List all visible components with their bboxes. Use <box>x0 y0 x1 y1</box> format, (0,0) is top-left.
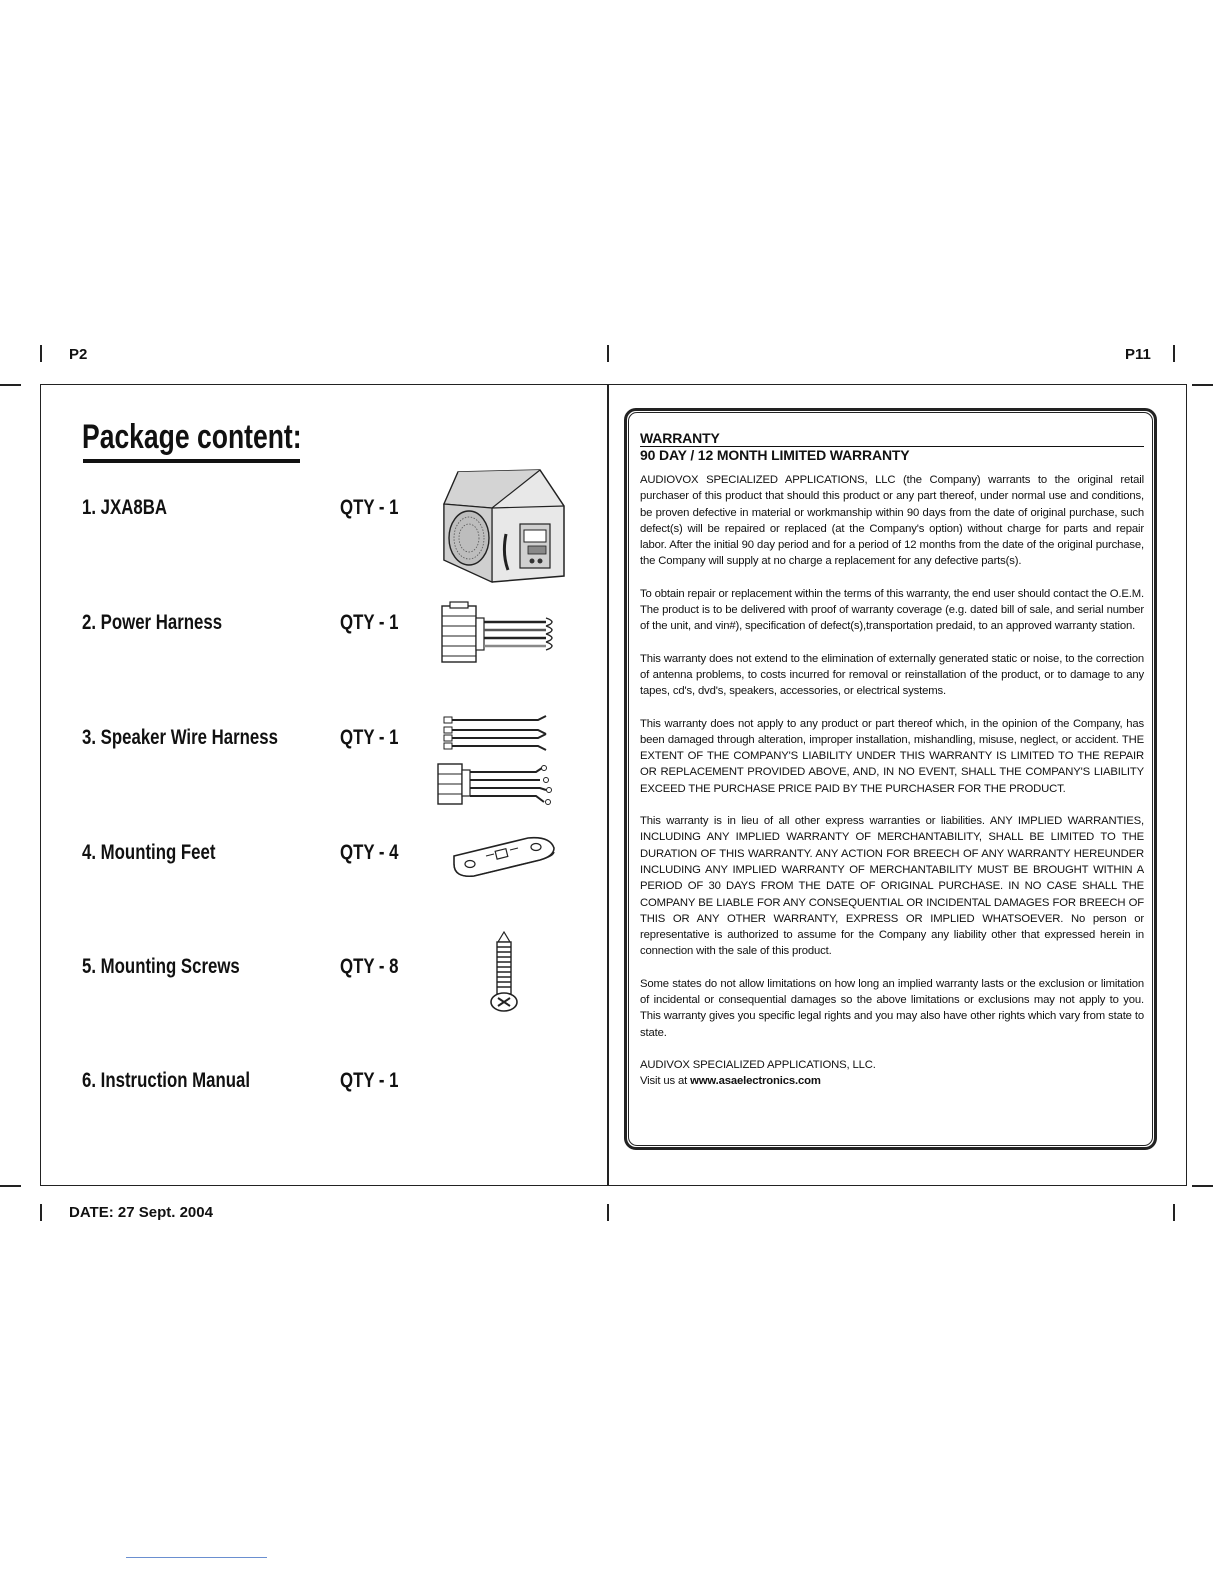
item-qty: QTY - 8 <box>340 955 399 978</box>
mounting-foot-icon <box>450 834 558 880</box>
warranty-paragraph: Some states do not allow limitations on how long an implied warranty lasts or the exclusion or limitation of incidental or consequential damages so the above limitations or exclusions may not apply to you. This warranty gives you specific legal rights and you may also have other rights which vary from state to state. <box>640 977 1144 1039</box>
warranty-paragraph: This warranty is in lieu of all other express warranties or liabilities. ANY IMPLIED WARRANTIES, INCLUDING ANY IMPLIED WARRANTY OF MERCHANTABILITY, SHALL BE LIMITED TO THE DURATION OF THIS WARRANTY. ANY ACTION FOR BREECH OF ANY WARRANTY HEREUNDER INCLUDING ANY IMPLIED WARRANTY OF MERCHANTABILITY MUST BE BROUGHT WITHIN A PERIOD OF 30 DAYS FROM THE DATE OF ORIGINAL PURCHASE. IN NO CASE SHALL THE COMPANY BE LIABLE FOR ANY CONSEQUENTIAL OR INCIDENTAL DAMAGES FOR BREECH OF THIS OR ANY OTHER WARRANTY, EXPRESS OR IMPLIED WHATSOEVER. No person or representative is authorized to assume for the Company any liability other that expressed herein in connection with the sale of this product. <box>640 815 1144 958</box>
item-label: 1. JXA8BA <box>82 496 167 519</box>
warranty-company: AUDIVOX SPECIALIZED APPLICATIONS, LLC. <box>640 1058 876 1071</box>
page-divider <box>607 384 609 1186</box>
trim-mark <box>0 384 21 386</box>
item-qty: QTY - 1 <box>340 496 399 519</box>
trim-mark <box>607 345 609 362</box>
item-qty: QTY - 1 <box>340 611 399 634</box>
trim-mark <box>1173 1204 1175 1221</box>
warranty-visit-line <box>640 1073 1144 1089</box>
trim-mark <box>1192 384 1213 386</box>
item-qty: QTY - 4 <box>340 841 399 864</box>
warranty-content <box>640 430 1144 1090</box>
mounting-screw-icon <box>488 930 520 1014</box>
warranty-paragraph: This warranty does not extend to the elimination of externally generated static or noise, to the correction of antenna problems, to costs incurred for removal or reinstallation of the product, or to damage to any tapes, cd's, dvd's, speakers, accessories, or electrical systems. <box>640 652 1144 698</box>
item-label: 4. Mounting Feet <box>82 841 216 864</box>
package-title: Package content: <box>82 418 302 456</box>
document-date: DATE: 27 Sept. 2004 <box>69 1204 213 1221</box>
decorative-line <box>126 1557 267 1558</box>
warranty-paragraph: This warranty does not apply to any product or part thereof which, in the opinion of the Company, has been damaged through alteration, improper installation, mishandling, misuse, neglect, or accident. THE EXTENT OF THE COMPANY'S LIABILITY UNDER THIS WARRANTY IS LIMITED TO THE REPAIR OR REPLACEMENT PROVIDED ABOVE, AND, IN NO EVENT, SHALL THE COMPANY'S LIABILITY EXCEED THE PURCHASE PRICE PAID BY THE PURCHASER FOR THE PRODUCT. <box>640 717 1144 795</box>
trim-mark <box>40 345 42 362</box>
trim-mark <box>40 1204 42 1221</box>
speaker-wire-harness-icon <box>436 712 566 810</box>
item-label: 2. Power Harness <box>82 611 223 634</box>
trim-mark <box>0 1185 21 1187</box>
warranty-paragraph: To obtain repair or replacement within the terms of this warranty, the end user should contact the O.E.M. The product is to be delivered with proof of warranty coverage (e.g. dated bill of sale, and serial number of the unit, and vin#), specification of defect(s),transportation predaid, to an approved warranty station. <box>640 587 1144 633</box>
subwoofer-enclosure-icon <box>436 464 576 588</box>
page-number-right: P11 <box>1125 346 1151 363</box>
item-qty: QTY - 1 <box>340 1069 399 1092</box>
item-label: 5. Mounting Screws <box>82 955 240 978</box>
warranty-subheading: 90 DAY / 12 MONTH LIMITED WARRANTY <box>640 446 1144 464</box>
warranty-heading: WARRANTY <box>640 430 720 446</box>
trim-mark <box>1192 1185 1213 1187</box>
warranty-paragraph: AUDIOVOX SPECIALIZED APPLICATIONS, LLC (the Company) warrants to the original retail purchaser of this product that should this product or any part thereof, under normal use and conditions, be proven defective in material or workmanship within 90 days from the date of original purchase, such defect(s) will be repaired or replaced (at the Company's option) without charge for parts and repair labor. After the initial 90 day period and for a period of 12 months from the date of the original purchase, the Company will supply at no charge a replacement for any defective parts(s). <box>640 474 1144 568</box>
power-harness-icon <box>436 600 566 668</box>
item-qty: QTY - 1 <box>340 726 399 749</box>
item-label: 6. Instruction Manual <box>82 1069 251 1092</box>
page-number-left: P2 <box>69 346 88 363</box>
title-underline <box>83 459 300 463</box>
item-label: 3. Speaker Wire Harness <box>82 726 278 749</box>
visit-prefix: Visit us at <box>640 1075 691 1088</box>
website-link[interactable]: www.asaelectronics.com <box>690 1075 821 1088</box>
trim-mark <box>1173 345 1175 362</box>
trim-mark <box>607 1204 609 1221</box>
